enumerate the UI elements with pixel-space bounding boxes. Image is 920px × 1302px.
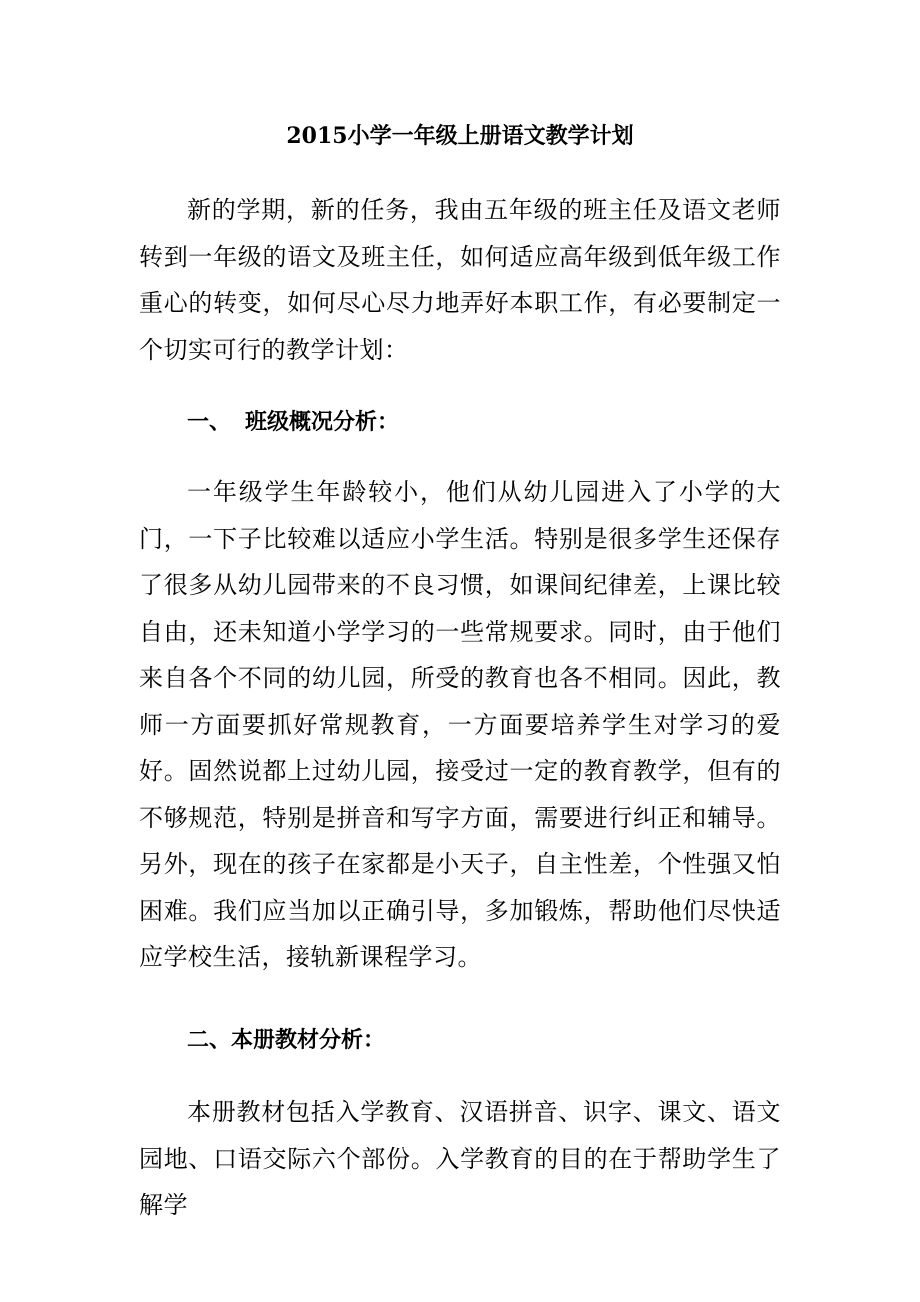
section-1-paragraph: 一年级学生年龄较小，他们从幼儿园进入了小学的大门，一下子比较难以适应小学生活。特别是很多学生还保存了很多从幼儿园带来的不良习惯，如课间纪律差，上课比较自由，还未知道小学学习的一些常规要求。同时，由于他们来自各个不同的幼儿园，所受的教育也各不相同。因此，教师一方面要抓好常规教育，一方面要培养学生对学习的爱好。固然说都上过幼儿园，接受过一定的教育教学，但有的不够规范，特别是拼音和写字方面，需要进行纠正和辅导。另外，现在的孩子在家都是小天子，自主性差，个性强又怕困难。我们应当加以正确引导，多加锻炼，帮助他们尽快适应学校生活，接轨新课程学习。: [139, 478, 781, 971]
intro-paragraph: 新的学期，新的任务，我由五年级的班主任及语文老师转到一年级的语文及班主任，如何适应高年级到低年级工作重心的转变，如何尽心尽力地弄好本职工作，有必要制定一个切实可行的教学计划：: [139, 196, 781, 364]
page-title: 2015小学一年级上册语文教学计划: [286, 123, 634, 149]
section-2-heading: 二、本册教材分析：: [187, 1027, 386, 1053]
section-1-heading: [187, 406, 399, 438]
section-1-title: 班级概况分析：: [245, 409, 400, 435]
section-1-number: 一、: [187, 409, 232, 435]
section-2-paragraph: 本册教材包括入学教育、汉语拼音、识字、课文、语文园地、口语交际六个部份。入学教育的目的在于帮助学生了解学: [139, 1098, 781, 1219]
